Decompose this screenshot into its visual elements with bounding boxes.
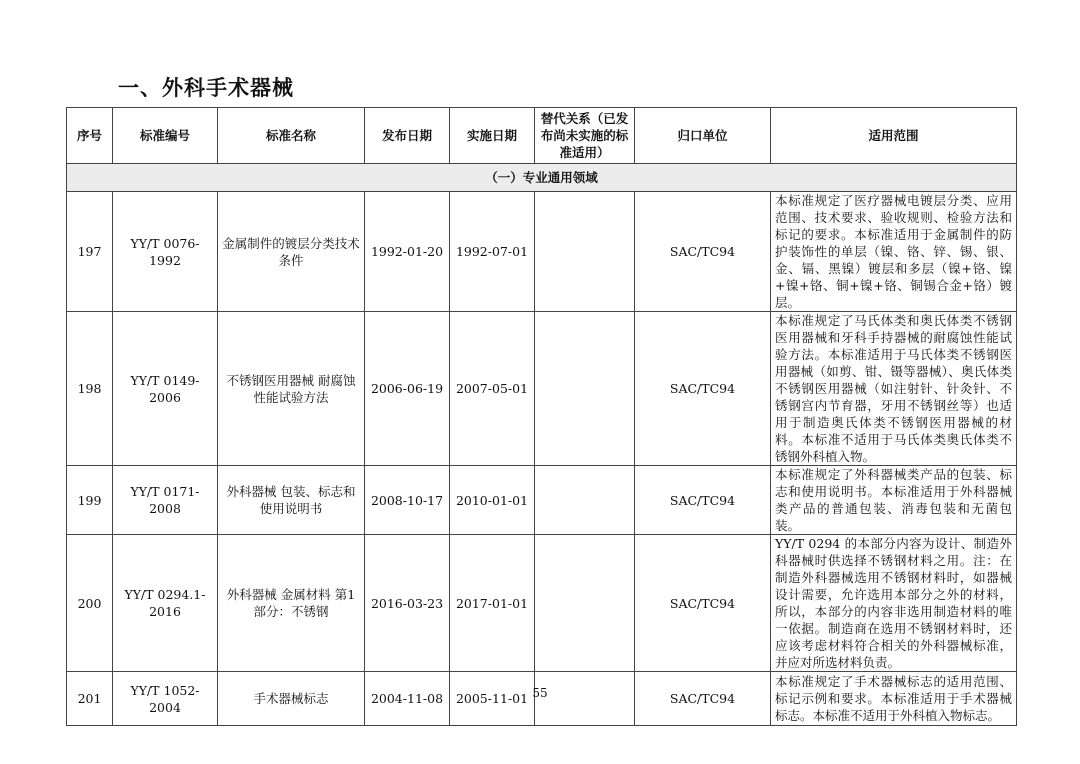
cell-replace (535, 192, 635, 312)
header-impl-date: 实施日期 (450, 108, 535, 164)
cell-std-no: YY/T 0076-1992 (113, 192, 218, 312)
cell-std-name: 外科器械 包装、标志和使用说明书 (218, 466, 365, 535)
header-unit: 归口单位 (635, 108, 771, 164)
cell-std-no: YY/T 0171-2008 (113, 466, 218, 535)
table-row (67, 312, 1017, 466)
cell-scope: 本标准规定了医疗器械电镀层分类、应用范围、技术要求、验收规则、检验方法和标记的要求。本标准适用于金属制件的防护装饰性的单层（镍、铬、锌、锡、银、金、镉、黑镍）镀层和多层（镍+铬、镍+镍+铬、铜+镍+铬、铜锡合金+铬）镀层。 (771, 192, 1017, 312)
header-std-name: 标准名称 (218, 108, 365, 164)
cell-pub-date: 2004-11-08 (365, 672, 450, 726)
cell-impl-date: 2010-01-01 (450, 466, 535, 535)
cell-seq: 197 (67, 192, 113, 312)
section-title: 一、外科手术器械 (118, 76, 294, 100)
cell-impl-date: 2017-01-01 (450, 535, 535, 672)
cell-std-name: 外科器械 金属材料 第1部分：不锈钢 (218, 535, 365, 672)
cell-impl-date: 2005-11-01 (450, 672, 535, 726)
cell-unit: SAC/TC94 (635, 192, 771, 312)
cell-unit: SAC/TC94 (635, 466, 771, 535)
cell-pub-date: 2008-10-17 (365, 466, 450, 535)
cell-scope: YY/T 0294 的本部分内容为设计、制造外科器械时供选择不锈钢材料之用。注：在制造外科器械选用不锈钢材料时，如器械设计需要，允许选用本部分之外的材料，所以，本部分的内容非选用制造材料的唯一依据。制造商在选用不锈钢材料时，还应该考虑材料符合相关的外科器械标准，并应对所选材料负责。 (771, 535, 1017, 672)
cell-pub-date: 1992-01-20 (365, 192, 450, 312)
cell-std-no: YY/T 0294.1-2016 (113, 535, 218, 672)
cell-replace (535, 312, 635, 466)
standards-table (66, 107, 1017, 726)
table-row (67, 466, 1017, 535)
cell-scope: 本标准规定了外科器械类产品的包装、标志和使用说明书。本标准适用于外科器械类产品的普通包装、消毒包装和无菌包装。 (771, 466, 1017, 535)
cell-impl-date: 1992-07-01 (450, 192, 535, 312)
header-std-no: 标准编号 (113, 108, 218, 164)
cell-seq: 199 (67, 466, 113, 535)
cell-std-name: 金属制件的镀层分类技术条件 (218, 192, 365, 312)
header-seq: 序号 (67, 108, 113, 164)
cell-replace (535, 466, 635, 535)
subheading-row (67, 164, 1017, 192)
cell-pub-date: 2006-06-19 (365, 312, 450, 466)
header-pub-date: 发布日期 (365, 108, 450, 164)
table-row (67, 535, 1017, 672)
cell-seq: 201 (67, 672, 113, 726)
cell-unit: SAC/TC94 (635, 535, 771, 672)
header-scope: 适用范围 (771, 108, 1017, 164)
cell-scope: 本标准规定了手术器械标志的适用范围、标记示例和要求。本标准适用于手术器械标志。本标准不适用于外科植入物标志。 (771, 672, 1017, 726)
cell-seq: 200 (67, 535, 113, 672)
cell-scope: 本标准规定了马氏体类和奥氏体类不锈钢医用器械和牙科手持器械的耐腐蚀性能试验方法。本标准适用于马氏体类不锈钢医用器械（如剪、钳、镊等器械）、奥氏体类不锈钢医用器械（如注射针、针灸针、不锈钢宫内节育器，牙用不锈钢丝等）也适用于制造奥氏体类不锈钢医用器械的材料。本标准不适用于马氏体类奥氏体类不锈钢外科植入物。 (771, 312, 1017, 466)
header-replace: 替代关系（已发布尚未实施的标准适用） (535, 108, 635, 164)
cell-replace (535, 535, 635, 672)
cell-pub-date: 2016-03-23 (365, 535, 450, 672)
cell-impl-date: 2007-05-01 (450, 312, 535, 466)
cell-std-name: 手术器械标志 (218, 672, 365, 726)
cell-std-no: YY/T 1052-2004 (113, 672, 218, 726)
cell-std-no: YY/T 0149-2006 (113, 312, 218, 466)
table-header-row (67, 108, 1017, 164)
cell-seq: 198 (67, 312, 113, 466)
subheading: （一）专业通用领域 (67, 164, 1017, 192)
cell-unit: SAC/TC94 (635, 672, 771, 726)
page-number: 55 (532, 686, 548, 700)
table-row (67, 192, 1017, 312)
cell-std-name: 不锈钢医用器械 耐腐蚀性能试验方法 (218, 312, 365, 466)
cell-unit: SAC/TC94 (635, 312, 771, 466)
